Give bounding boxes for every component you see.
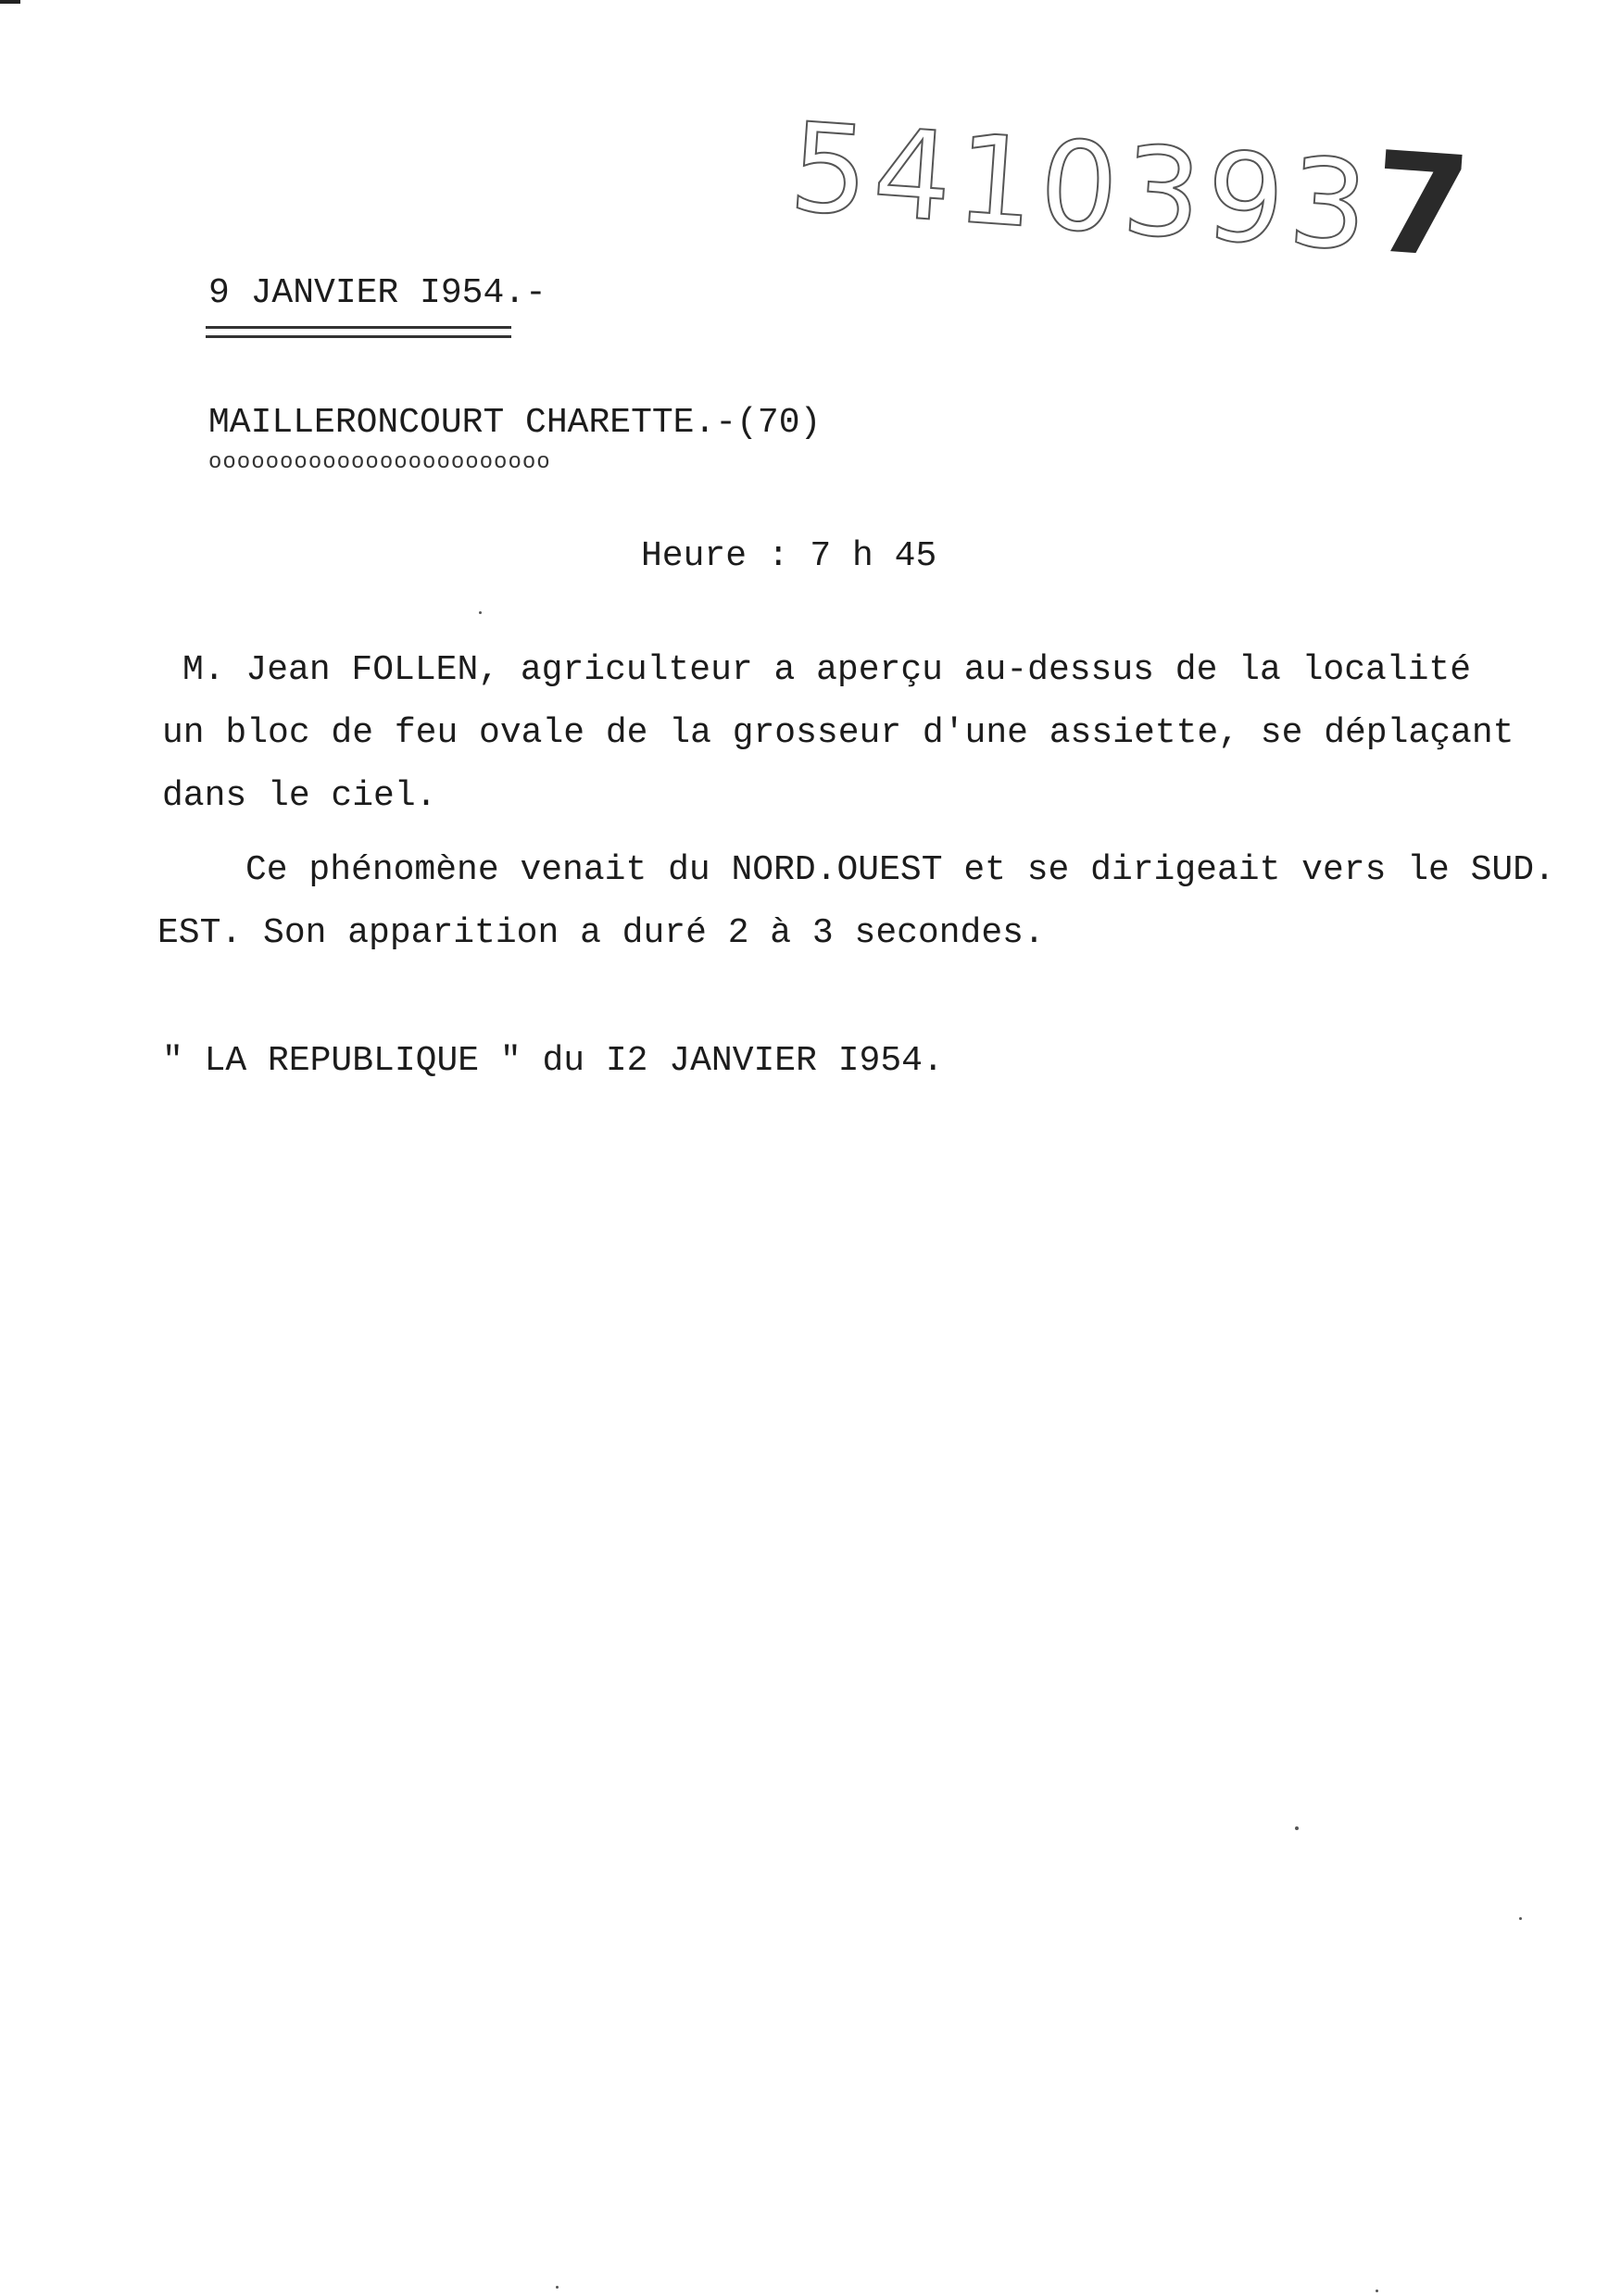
report-date: 9 JANVIER I954.- (208, 273, 547, 313)
source-citation: " LA REPUBLIQUE " du I2 JANVIER I954. (162, 1041, 944, 1081)
scan-speck (1376, 2290, 1378, 2292)
paragraph-1-line-1: M. Jean FOLLEN, agriculteur a aperçu au-dessus de la localité (182, 650, 1472, 690)
location-underline: oooooooooooooooooooooooo (208, 450, 551, 475)
stamp-number-last: 7 (1367, 121, 1481, 291)
stamp-number-main: 5410393 (785, 95, 1378, 280)
archive-number-stamp (785, 82, 1481, 290)
report-location: MAILLERONCOURT CHARETTE.-(70) (208, 403, 822, 443)
date-underline-1 (206, 326, 511, 329)
paragraph-2 (157, 839, 1555, 965)
paragraph-2-line-2: EST. Son apparition a duré 2 à 3 secondes. (157, 913, 1045, 953)
scan-speck (479, 611, 482, 614)
date-underline-2 (206, 335, 511, 338)
report-hour: Heure : 7 h 45 (641, 536, 937, 576)
paragraph-1 (162, 639, 1514, 828)
paragraph-2-line-1: Ce phénomène venait du NORD.OUEST et se dirigeait vers le SUD. (245, 850, 1555, 890)
scan-speck (1519, 1917, 1522, 1920)
paragraph-1-line-3: dans le ciel. (162, 776, 437, 816)
scan-speck (1295, 1826, 1299, 1830)
paragraph-1-line-2: un bloc de feu ovale de la grosseur d'une assiette, se déplaçant (162, 713, 1514, 753)
scan-speck (556, 2286, 559, 2289)
scan-corner-mark (0, 0, 20, 4)
